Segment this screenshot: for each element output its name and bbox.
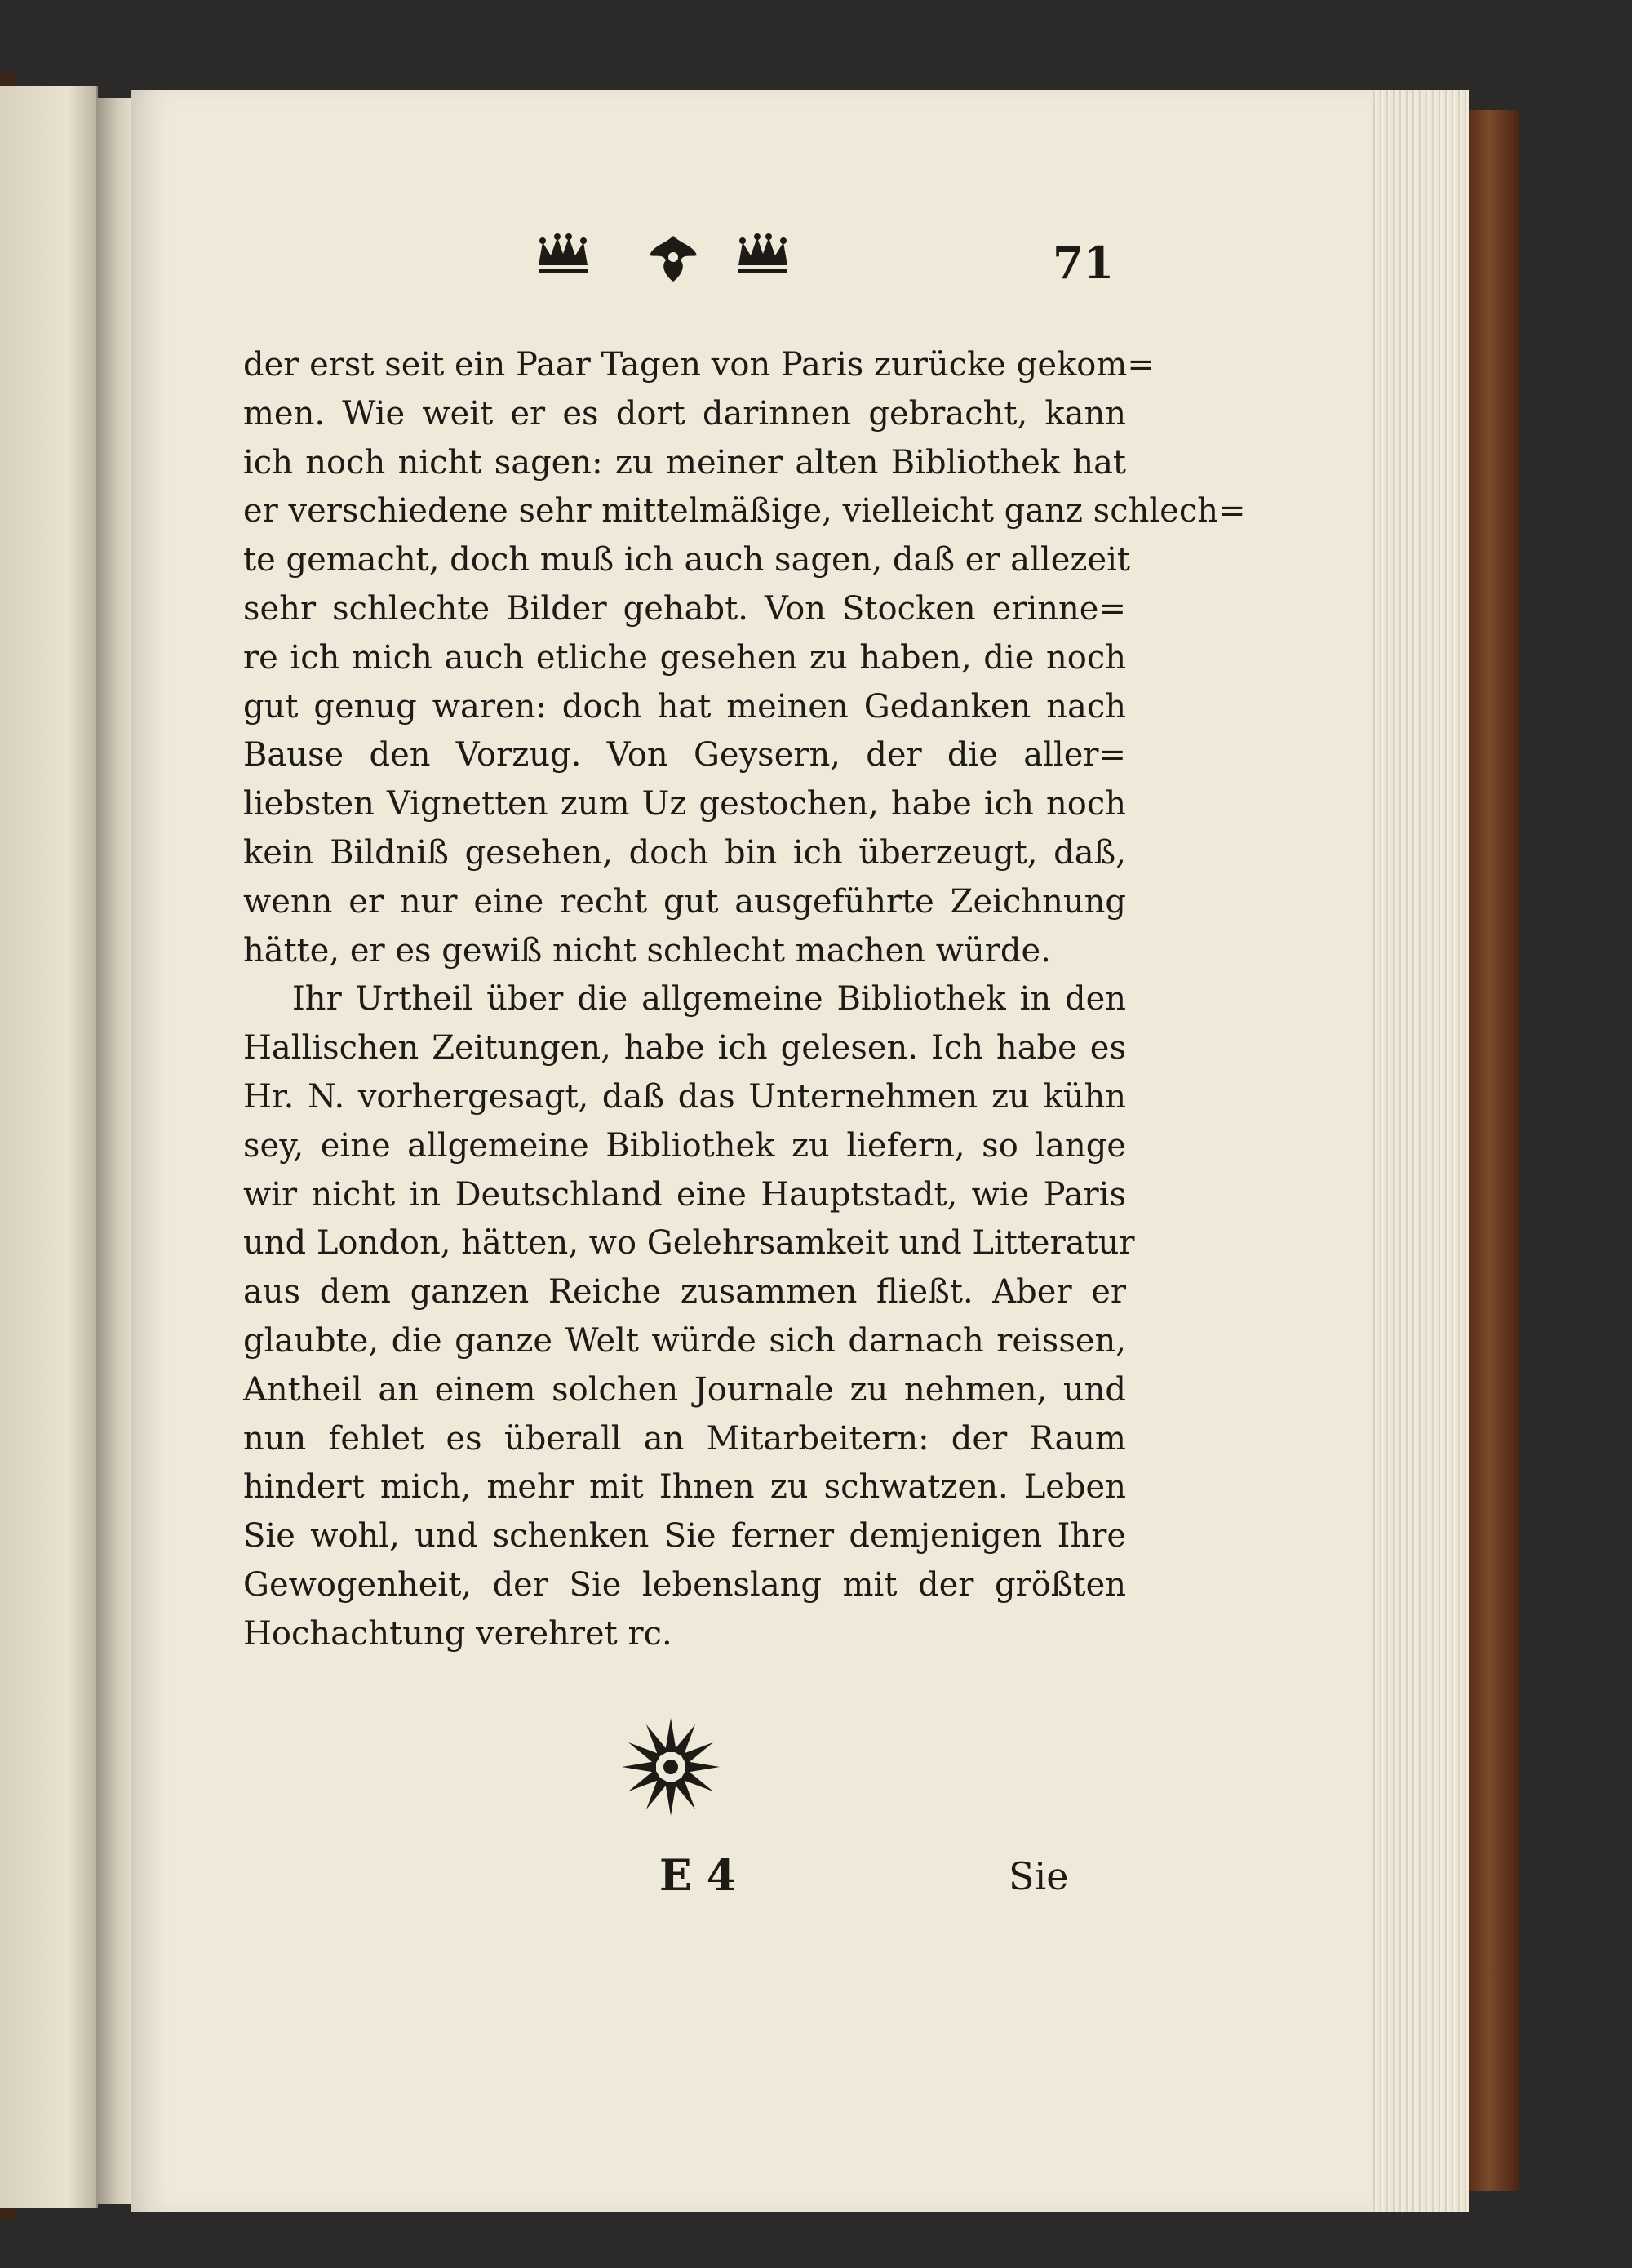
text-line: te gemacht, doch muß ich auch sagen, daß er allezeit	[243, 541, 1130, 579]
text-line: sey, eine allgemeine Bibliothek zu liefern, so lange	[243, 1126, 1126, 1165]
text-line: gut genug waren: doch hat meinen Gedanken nach	[243, 687, 1126, 726]
text-line: wir nicht in Deutschland eine Hauptstadt, wie Paris	[243, 1175, 1126, 1214]
text-line: wenn er nur eine recht gut ausgeführte Zeichnung	[243, 882, 1126, 921]
text-line: hindert mich, mehr mit Ihnen zu schwatzen. Leben	[243, 1468, 1126, 1507]
text-line: er verschiedene sehr mittelmäßige, vielleicht ganz schlech=	[243, 492, 1246, 530]
text-line: nun fehlet es überall an Mitarbeitern: der Raum	[243, 1419, 1126, 1458]
rosette-ornament-icon	[618, 1714, 724, 1820]
text-line: men. Wie weit er es dort darinnen gebracht, kann	[243, 394, 1126, 433]
text-line: liebsten Vignetten zum Uz gestochen, habe ich noch	[243, 785, 1126, 823]
crown-ornament-icon	[534, 233, 592, 282]
catchword: Sie	[1009, 1854, 1069, 1898]
header-ornaments	[534, 233, 820, 290]
signature-mark: E 4	[659, 1851, 736, 1901]
text-line: der erst seit ein Paar Tagen von Paris zurücke gekom=	[243, 346, 1155, 384]
crown-ornament-icon	[734, 233, 792, 282]
text-line: Hallischen Zeitungen, habe ich gelesen. Ich habe es	[243, 1029, 1126, 1067]
text-line: glaubte, die ganze Welt würde sich darnach reissen,	[243, 1321, 1126, 1360]
book-gutter	[96, 98, 134, 2204]
text-line: ich noch nicht sagen: zu meiner alten Bibliothek hat	[243, 443, 1126, 482]
fleuron-ornament-icon	[645, 233, 702, 286]
text-line: kein Bildniß gesehen, doch bin ich überzeugt, daß,	[243, 833, 1126, 872]
text-line: re ich mich auch etliche gesehen zu haben, die noch	[243, 638, 1126, 677]
text-line: Bause den Vorzug. Von Geysern, der die aller=	[243, 736, 1126, 774]
text-line: und London, hätten, wo Gelehrsamkeit und Litteratur	[243, 1224, 1135, 1263]
text-line: Hochachtung verehret rc.	[243, 1614, 672, 1653]
left-page-edge	[0, 86, 98, 2208]
page-edges	[1371, 90, 1469, 2212]
text-line: Hr. N. vorhergesagt, daß das Unternehmen zu kühn	[243, 1077, 1126, 1116]
text-line: aus dem ganzen Reiche zusammen fließt. Aber er	[243, 1273, 1126, 1312]
page-text	[243, 341, 1246, 1659]
text-line: hätte, er es gewiß nicht schlecht machen würde.	[243, 931, 1051, 970]
text-line: Gewogenheit, der Sie lebenslang mit der größten	[243, 1565, 1126, 1604]
back-cover-edge	[1469, 110, 1519, 2191]
text-line: Antheil an einem solchen Journale zu nehmen, und	[243, 1370, 1126, 1409]
text-line: Ihr Urtheil über die allgemeine Bibliothek in den	[292, 980, 1126, 1019]
page-number: 71	[1053, 237, 1115, 289]
text-line: Sie wohl, und schenken Sie ferner demjenigen Ihre	[243, 1517, 1126, 1556]
text-line: sehr schlechte Bilder gehabt. Von Stocken erinne=	[243, 589, 1126, 628]
